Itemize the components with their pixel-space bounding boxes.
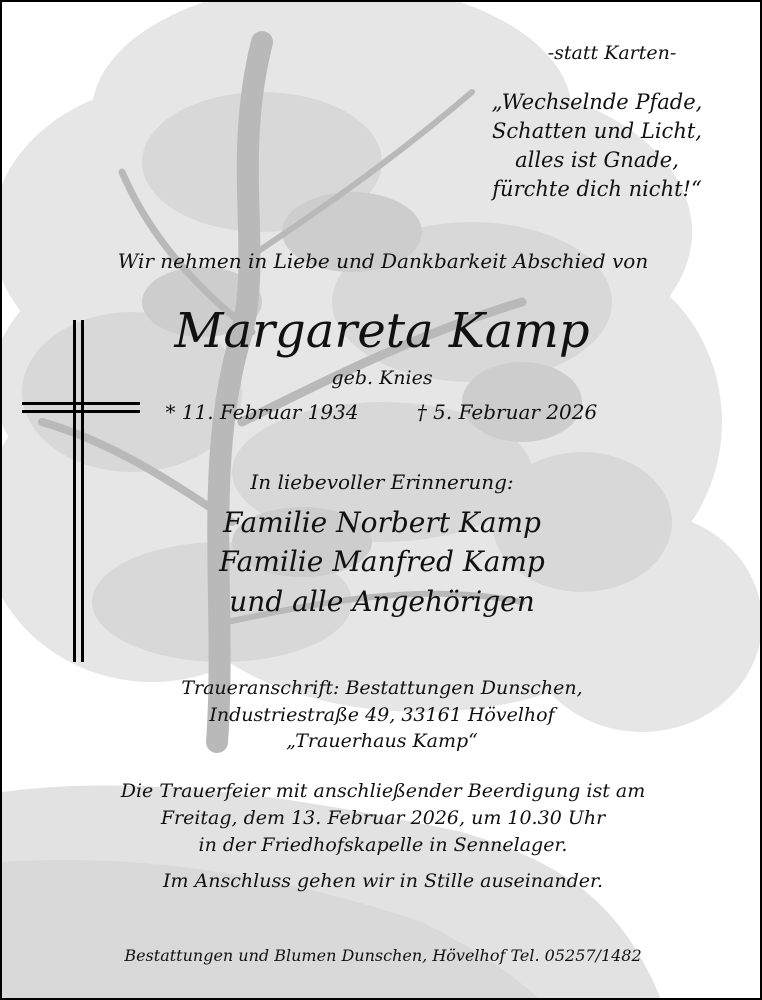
death-date: † 5. Februar 2026 (416, 400, 598, 424)
mourner-relatives: und alle Angehörigen (229, 585, 535, 618)
mourners-heading: In liebevoller Erinnerung: (250, 470, 514, 494)
cross-icon (22, 320, 140, 662)
address-line-2: Industriestraße 49, 33161 Hövelhof (209, 704, 555, 726)
service-line-4: Im Anschluss gehen wir in Stille auseinander. (162, 870, 604, 892)
motto-line-2: Schatten und Licht, (492, 119, 702, 143)
mourner-family-norbert: Familie Norbert Kamp (223, 506, 541, 539)
motto-line-1: „Wechselnde Pfade, (491, 90, 703, 114)
service-line-2: Freitag, dem 13. Februar 2026, um 10.30 Uhr (160, 807, 606, 829)
deceased-name: Margareta Kamp (174, 303, 590, 359)
footer-text: Bestattungen und Blumen Dunschen, Hövelhof Tel. 05257/1482 (124, 946, 642, 965)
motto-line-3: alles ist Gnade, (515, 148, 679, 172)
intro-text: Wir nehmen in Liebe und Dankbarkeit Abschied von (117, 249, 649, 273)
address-line-1: Traueranschrift: Bestattungen Dunschen, (181, 677, 583, 699)
address-line-3: „Trauerhaus Kamp“ (286, 730, 478, 752)
motto-line-4: fürchte dich nicht!“ (492, 177, 702, 201)
service-line-1: Die Trauerfeier mit anschließender Beerdigung ist am (120, 780, 646, 802)
maiden-name: geb. Knies (331, 367, 433, 389)
mourner-family-manfred: Familie Manfred Kamp (219, 545, 545, 578)
birth-date: * 11. Februar 1934 (165, 400, 359, 424)
service-line-3: in der Friedhofskapelle in Sennelager. (198, 834, 568, 856)
statt-karten-label: -statt Karten- (547, 42, 677, 64)
